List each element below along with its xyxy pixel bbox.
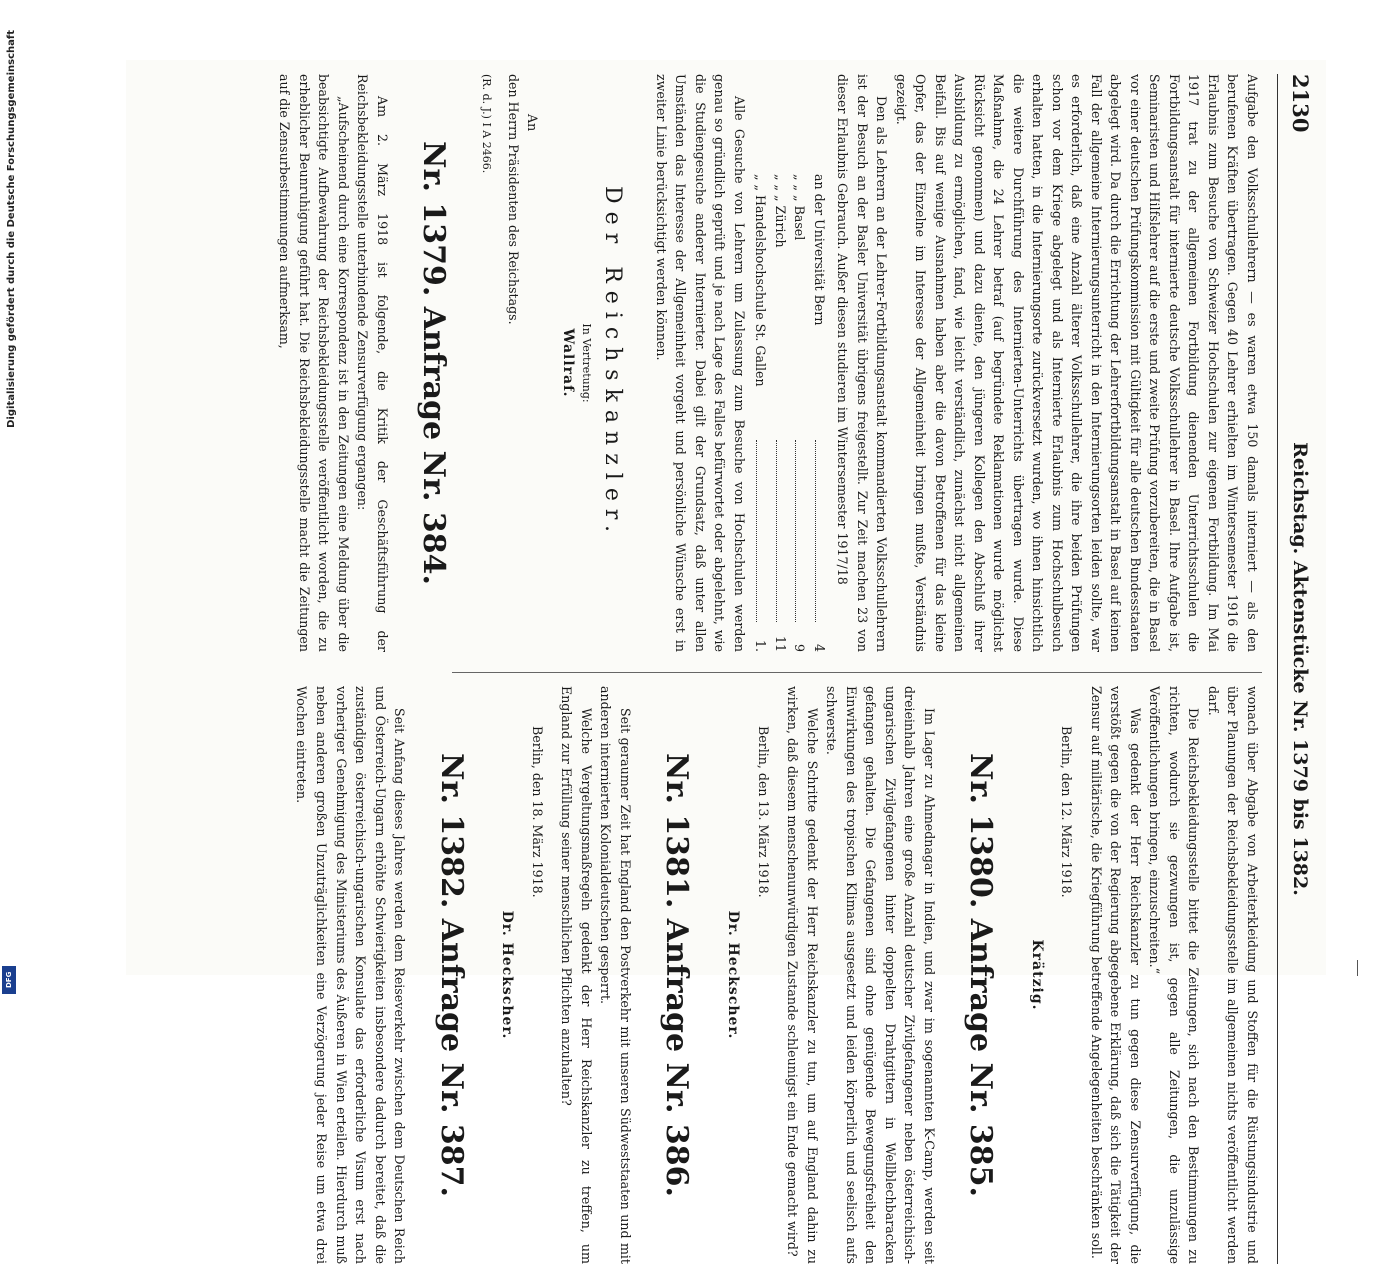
signature: Dr. Heckscher. (499, 910, 516, 1040)
signature: Dr. Heckscher. (725, 910, 742, 1040)
signature: Krätzig. (1028, 939, 1045, 1011)
paragraph: Die Reichsbekleidungsstelle bittet die Zeitungen, sich nach den Bestimmungen zu richten, wodurch sie gezwungen ist, gegen alle Zeitungen, die unzulässige Veröffentlichungen bringen, einzuschreiten.“ (1147, 686, 1202, 1264)
left-column (136, 74, 1262, 652)
digitization-credit: Digitalisierung gefördert durch die Deutsche Forschungsgemeinschaft (6, 30, 17, 428)
document-page (126, 60, 1326, 1264)
place-date: Berlin, den 12. März 1918. (1059, 726, 1075, 898)
signature-deputy: In Vertretung: (579, 323, 593, 403)
list-item: an der Universität Bern 4 (811, 174, 827, 652)
section-heading: Nr. 1381. Anfrage Nr. 386. (659, 753, 695, 1197)
file-reference: (R. d. J.) I A 2466. (480, 74, 494, 174)
paragraph: Welche Vergeltungsmaßregeln gedenkt der Herr Reichskanzler zu treffen, um England zur Erfüllung seiner menschlichen Pflichten anzuhalten? (559, 686, 594, 1264)
list-item: „ „ „ Zürich 11 (772, 174, 788, 652)
section-heading: Nr. 1380. Anfrage Nr. 385. (963, 753, 999, 1197)
paragraph: „Aufscheinend durch eine Korrespondenz ist in den Zeitungen eine Meldung über die beabsichtigte Aufbewahrung der Reichsbekleidungsstelle veröffentlicht worden, die zu erheblicher Beunruhigung geführt hat. Die Reichsbekleidungsstelle macht die Zeitungen auf die Zensurbestimmungen aufmerksam, (277, 74, 351, 652)
university-list (751, 74, 829, 652)
place-date: Berlin, den 18. März 1918. (529, 726, 545, 898)
signature-title: Der Reichskanzler. (600, 186, 626, 540)
right-column (136, 686, 1262, 1264)
addressee: An den Herrn Präsidenten des Reichstags. (505, 74, 541, 325)
running-title: Reichstag. Aktenstücke Nr. 1379 bis 1382. (1289, 442, 1311, 896)
paragraph: Alle Gesuche von Lehrern um Zulassung zum Besuche von Hochschulen werden genau so gründlich geprüft und je nach Lage des Falles befürwortet oder abgelehnt, wie die Studiengesuche anderer Internierter. Dabei gilt der Grundsatz, daß unter allen Umständen das Interesse der Allgemeinheit vorgeht und persönliche Wünsche erst in zweiter Linie berücksichtigt werden können. (653, 74, 747, 652)
paragraph: Im Lager zu Ahmednagar in Indien, und zwar im sogenannten K-Camp, werden seit dreieinhalb Jahren eine große Anzahl deutscher Zivilgefangener neben österreichisch-ungarischen Zivilgefangenen hinter doppelten Drahtgittern in Wellblechbaracken gefangen gehalten. Die Gefangenen sind ohne genügende Bewegungsfreiheit den Einwirkungen des tropischen Klimas ausgesetzt und leiden körperlich und seelisch aufs schwerste. (824, 686, 937, 1264)
paragraph: Seit geraumer Zeit hat England den Postverkehr mit unseren Südweststaaten und mit anderen internierten Kolonialdeutschen gesperrt. (598, 686, 633, 1264)
signature-name: Wallraf. (559, 328, 576, 398)
paragraph: wonach über Abgabe von Arbeiterkleidung und Stoffen für die Rüstungsindustrie und über Planungen der Reichsbekleidungsstelle im allgemeinen nichts veröffentlicht werden darf. (1205, 686, 1260, 1264)
section-heading: Nr. 1379. Anfrage Nr. 384. (416, 141, 452, 585)
paragraph: Was gedenkt der Herr Reichskanzler zu tun gegen diese Zensurverfügung, die verstößt gegen die von der Regierung abgegebene Erklärung, daß sich die Tätigkeit der Zensur auf militärische, die Kriegführung betreffende Angelegenheiten beschränken soll. (1088, 686, 1143, 1264)
paragraph: Welche Schritte gedenkt der Herr Reichskanzler zu tun, um auf England dahin zu wirken, daß diesem menschenunwürdigen Zustande schleunigst ein Ende gemacht wird? (785, 686, 820, 1264)
section-heading: Nr. 1382. Anfrage Nr. 387. (433, 753, 469, 1197)
page-header (1276, 74, 1316, 1264)
paragraph: Am 2. März 1918 ist folgende, die Kritik der Geschäftsführung der Reichsbekleidungsstelle unterbindende Zensurverfügung ergangen: (355, 74, 390, 652)
paragraph: Aufgabe den Volksschullehrern — es waren etwa 150 damals interniert — als den berufenen Kräften übertragen. Gegen 40 Lehrer erhielten im Wintersemester 1916 die Erlaubnis zum Besuche von Schweizer Hochschulen zur eigenen Fortbildung. Im Mai 1917 trat zu der allgemeinen Fortbildung dienenden Unterrichtsschulen die Fortbildungsanstalt für internierte deutsche Volksschullehrer in Basel. Ihre Aufgabe ist, Seminaristen und Hilfslehrer auf die erste und zweite Prüfung vorzubereiten, die in Basel vor einer deutschen Prüfungskommission mit Gültigkeit für alle deutschen Bundesstaaten abgelegt wird. Da durch die Errichtung der Lehrerfortbildungsanstalt in Basel auf keinen Fall der allgemeine Internierungsunterricht in den Internierungsorten leiden sollte, war es erforderlich, daß eine Anzahl älterer Volksschullehrer, die ihre beiden Prüfungen schon vor dem Kriege abgelegt und als Internierte Erlaubnis zum Hochschulbesuch erhalten hatten, in die Internierungsorte zurückversetzt wurden, wo ihnen hinsichtlich die weitere Durchführung des Internierten-Unterrichts übertragen wurde. Diese Maßnahme, die 24 Lehrer betraf (auf begründete Reklamationen wurde möglichst Rücksicht genommen) und dazu diente, den jüngeren Kollegen den Abschluß ihrer Ausbildung zu ermöglichen, fand, wie leicht verständlich, zunächst nicht allgemeinen Beifall. Bis auf wenige Ausnahmen haben aber die davon Betroffenen für das kleine Opfer, das der Einzelne im Interesse der Allgemeinheit bringen mußte, Verständnis gezeigt. (893, 74, 1260, 652)
paragraph: Den als Lehrern an der Lehrer-Fortbildungsanstalt kommandierten Volksschullehrern ist der Besuch an der Basler Universität übrigens freigestellt. Zur Zeit machen 23 von dieser Erlaubnis Gebrauch. Außer diesen studieren im Wintersemester 1917/18 (835, 74, 890, 652)
list-item: „ „ Handelshochschule St. Gallen 1. (753, 174, 769, 652)
column-divider (452, 672, 1262, 673)
dfg-logo-icon: DFG (2, 966, 16, 994)
page-number: 2130 (1288, 74, 1313, 133)
header-rule (1277, 74, 1278, 1264)
list-item: „ „ „ Basel 9 (792, 174, 808, 652)
place-date: Berlin, den 13. März 1918. (755, 726, 771, 898)
paragraph: Seit Anfang dieses Jahres werden dem Reiseverkehr zwischen dem Deutschen Reich und Österreich-Ungarn erhöhte Schwierigkeiten insbesondere dadurch bereitet, daß die zuständigen österreichisch-ungarischen Konsulate das erforderliche Visum erst nach vorheriger Genehmigung des Ministeriums des Äußeren in Wien erteilen. Hierdurch muß neben anderen großen Unzuträglichkeiten eine Verzögerung jeder Reise um etwa drei Wochen eintreten. (294, 686, 408, 1264)
scan-edge-mark (1357, 960, 1358, 976)
